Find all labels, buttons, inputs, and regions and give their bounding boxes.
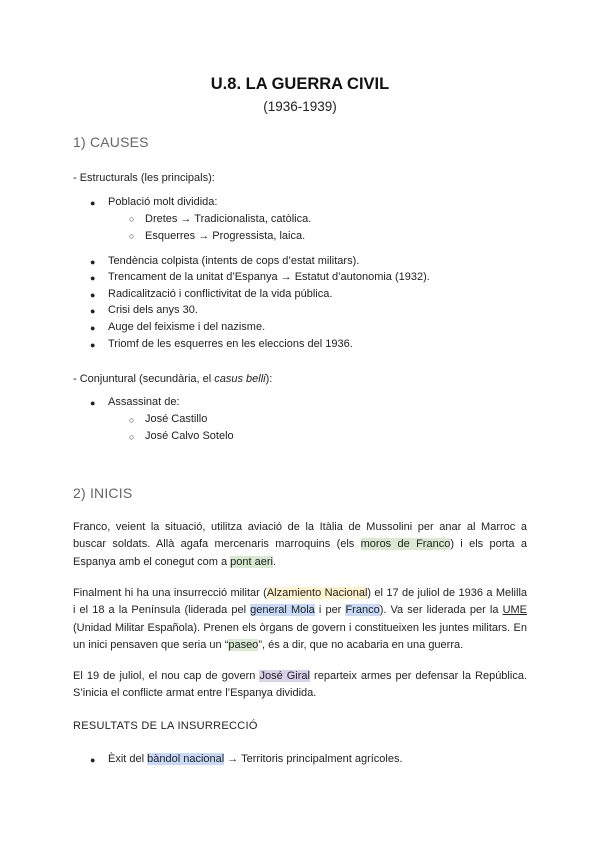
- paragraph-line: Franco, veient la situació, utilitza aviació de la Itàlia de Mussolini per anar al Marroc a: [73, 521, 527, 533]
- conjunctural-prefix: - Conjuntural (secundària, el: [73, 373, 215, 385]
- sub-bullet-icon: ○: [129, 214, 135, 224]
- paragraph: [73, 585, 527, 655]
- highlight-general-mola: general Mola: [250, 604, 315, 617]
- paragraph-line: [73, 585, 527, 602]
- text-run: El 19 de juliol, el nou cap de govern: [73, 670, 260, 682]
- bullet-icon: ●: [90, 273, 96, 283]
- highlight-moros: moros de Franco: [360, 538, 451, 551]
- paragraph-line: [73, 637, 527, 654]
- results-heading: RESULTATS DE LA INSURRECCIÓ: [73, 720, 258, 732]
- sub-list-item: Esquerres → Progressista, laica.: [145, 230, 306, 242]
- bullet-icon: ●: [90, 257, 96, 267]
- highlight-alzamiento: Alzamiento Nacional: [266, 587, 368, 599]
- text-run: ). Va ser liderada per la: [379, 604, 503, 617]
- paragraph-line: [73, 602, 527, 619]
- list-item: Població molt dividida:: [108, 196, 218, 208]
- highlight-bandol-nacional: bàndol nacional: [147, 753, 225, 765]
- list-item: Radicalització i conflictivitat de la vida pública.: [108, 288, 333, 300]
- bullet-icon: ●: [90, 340, 96, 350]
- text-run: Èxit del: [108, 753, 148, 765]
- text-run: ) i els porta a: [450, 538, 527, 551]
- sub-list-item: José Calvo Sotelo: [145, 430, 234, 442]
- text-run: reparteix armes per defensar la República.: [309, 670, 527, 682]
- conjunctural-label: [73, 373, 272, 385]
- text-run: buscar soldats. Allà agafa mercenaris marroquins (els: [73, 538, 361, 551]
- bullet-icon: ●: [90, 306, 96, 316]
- paragraph-line: [73, 554, 527, 571]
- list-item: Triomf de les esquerres en les eleccions del 1936.: [108, 338, 353, 350]
- bullet-icon: ●: [90, 398, 96, 408]
- text-run: i el 18 a la Península (liderada pel: [73, 604, 251, 617]
- text-run: i per: [314, 604, 346, 617]
- sub-list-item: José Castillo: [145, 413, 208, 425]
- list-item: Auge del feixisme i del nazisme.: [108, 321, 266, 333]
- section-heading-causes: 1) CAUSES: [73, 134, 149, 150]
- underlined-ume: UME: [502, 604, 528, 617]
- text-run: Espanya amb el conegut com a: [73, 555, 231, 568]
- highlight-pont-aeri: pont aeri: [230, 555, 273, 568]
- list-item: Trencament de la unitat d’Espanya → Estatut d’autonomia (1932).: [108, 271, 430, 283]
- bullet-icon: ●: [90, 323, 96, 333]
- paragraph-line: [73, 536, 527, 553]
- sub-bullet-icon: ○: [129, 231, 135, 241]
- text-run: → Territoris principalment agrícoles.: [224, 753, 403, 765]
- paragraph: [73, 519, 527, 571]
- conjunctural-suffix: ):: [265, 373, 273, 385]
- text-run: ”, és a dir, que no acabaria en una guerra.: [258, 639, 464, 652]
- page-subtitle: (1936-1939): [263, 99, 337, 114]
- bullet-icon: ●: [90, 290, 96, 300]
- list-item: Assassinat de:: [108, 396, 180, 408]
- highlight-franco: Franco: [345, 604, 380, 617]
- sub-bullet-icon: ○: [129, 432, 135, 442]
- highlight-jose-giral: José Giral: [259, 670, 310, 682]
- sub-bullet-icon: ○: [129, 415, 135, 425]
- list-item: [108, 753, 403, 765]
- text-run: ) el 17 de juliol de 1936 a Melilla: [367, 587, 528, 599]
- sub-list-item: Dretes → Tradicionalista, catòlica.: [145, 213, 312, 225]
- page-title: U.8. LA GUERRA CIVIL: [210, 75, 390, 93]
- paragraph-line: S’inicia el conflicte armat entre l’Espanya dividida.: [73, 687, 317, 700]
- list-item: Crisi dels anys 30.: [108, 304, 198, 316]
- bullet-icon: ●: [90, 198, 96, 208]
- bullet-icon: ●: [90, 755, 96, 765]
- highlight-paseo: paseo: [228, 639, 259, 652]
- text-run: .: [272, 555, 277, 568]
- list-item: Tendència colpista (intents de cops d’estat militars).: [108, 255, 360, 267]
- structural-label: - Estructurals (les principals):: [73, 172, 215, 184]
- paragraph-line: (Unidad Militar Española). Prenen els òrgans de govern i constitueixen les juntes militars. En: [73, 621, 527, 634]
- text-run: un inici pensaven que seria un “: [73, 639, 229, 652]
- text-run: Finalment hi ha una insurrecció militar (: [73, 587, 267, 599]
- paragraph-line: [73, 668, 527, 685]
- casus-belli-text: casus belli: [214, 373, 266, 385]
- section-heading-inicis: 2) INICIS: [73, 485, 133, 501]
- paragraph: [73, 668, 527, 703]
